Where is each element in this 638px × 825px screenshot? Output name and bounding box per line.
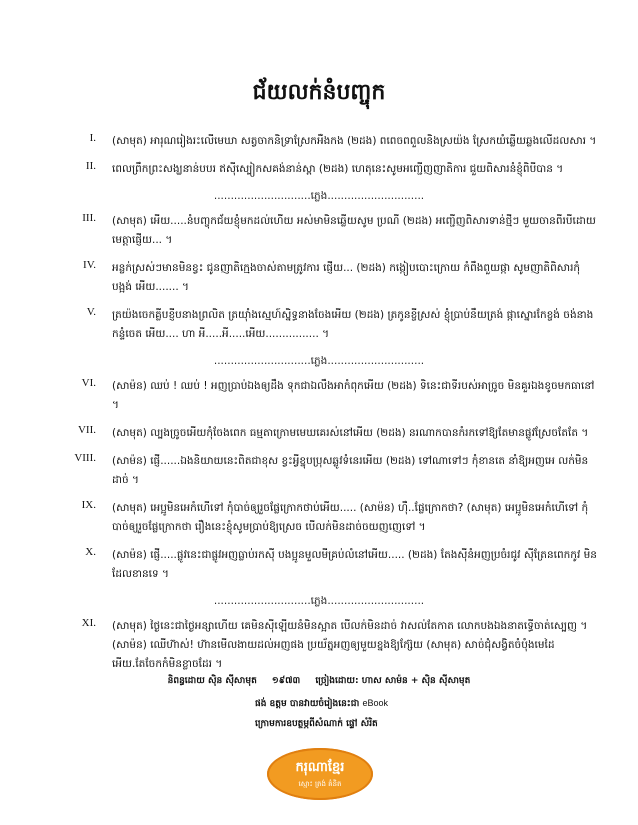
verse-4	[0, 259, 638, 297]
verse-number: VII.	[77, 424, 96, 436]
credit-singers: ច្រៀងដោយ: ហាស សាម៉ន + ស៊ិន ស៊ីសាមុត	[315, 676, 471, 686]
verse-text: ត្រយ៉ងចេកគ្លីបខ្ញីបនាងព្រលិត ត្រយ៉ាំងស្មេហ៍ស្និទ្ធនាងចែងអើយ (២ដង) ត្រកូនខ្ចីស្រស់ ខ្ញុំប្រាប់នឹយត្រង់ ផ្កាស្នោរកែខ្ចង់ ចង់នាងកន្ទំចេត អើយ.... ហា អី.....អី.....អើយ................ ។	[112, 309, 594, 340]
logo-title: ករុណាខ្មែរ	[295, 759, 345, 775]
credits-typist-line	[255, 698, 388, 711]
verse-number: IX.	[81, 499, 96, 511]
credit-ebook: eBook	[362, 698, 388, 708]
verse-5	[0, 306, 638, 344]
verse-number: IV.	[83, 259, 96, 271]
verse-number: X.	[85, 546, 96, 558]
credits-author-line	[0, 675, 638, 688]
karuna-khmer-logo	[267, 748, 373, 800]
logo-subtitle: ស្មោះ ត្រង់ គំនិត	[298, 779, 342, 788]
verse-number: III.	[82, 212, 96, 224]
verse-text: (សាម៉ន) ឈប់ ! ឈប់ ! អញប្រាប់ឯងឲ្យដឹង ទុកជាឯលឹងអាកំពុកអើយ (២ដង) ទិនេះជាទីរបស់អាច្រូច មិនគួរឯងខូចមកធានៅ ។	[112, 380, 595, 411]
verse-8	[0, 452, 638, 490]
verse-text: (សាមុត) ល្បងច្រូចអើយកុំចែងពេក ធម្មតាក្រោមមេឃគេរស់នៅអើយ (២ដង) នរណាកបានកំរកទៅឱ្យតែមានផ្លូវស្រែចតែតែ ។	[112, 427, 589, 439]
verse-text: ពេលព្រឹកព្រះសង្ឃនាន់បបរ ឥសុីស្បៀកសគង់នាន់ស្ពា (២ដង) ហេតុនេះសូមអញ្ជើញញាតិការ ជួយពិសារនំខ្ញុំពិបីបាន ។	[112, 163, 564, 175]
verse-2	[0, 160, 638, 179]
verse-number: I.	[89, 132, 96, 144]
credits-sponsor-line: ក្រោមការឧបត្ថម្ភពីសំណាក់ ផ្ទៅ សំរិត	[255, 719, 378, 729]
verse-number: VI.	[81, 377, 96, 389]
verse-number: II.	[85, 160, 96, 172]
verse-6	[0, 377, 638, 415]
verse-number: XI.	[81, 617, 96, 629]
music-separator: .............................ភ្លេង.............................	[213, 190, 425, 202]
verse-text: អន្លក់ស្រស់ៗមានមិនខ្វះ ជូនញាតិក្មេងចាស់តាមត្រូវការ ផ្ញើយ... (២ដង) កង្កៀបបោះក្រោយ កំពឹងពួយផ្កា សូមញាតិពិសារកុំបង្អង់ អើយ....... ។	[112, 262, 581, 293]
credit-author: និពន្ធដោយ ស៊ិន ស៊ីសាមុត	[167, 676, 257, 686]
verse-9	[0, 499, 638, 537]
verse-number: V.	[86, 306, 96, 318]
page-title: ជ័យលក់នំបញ្ចុក	[252, 79, 386, 105]
verse-11	[0, 617, 638, 674]
music-separator: .............................ភ្លេង.............................	[213, 355, 425, 367]
verse-1	[0, 132, 638, 151]
music-separator: .............................ភ្លេង.............................	[213, 595, 425, 607]
verse-text: (សាម៉ន) ផ្ញើ......ឯងនិយាយនេះពិតជាខុស ខ្វះអ្វីខ្នុបប្រុសឆ្លូវទំនេរអើយ (២ដង) ទៅណាទៅៗ កុំខានតេ នាំឱ្យអញអេ លក់មិនដាច់ ។	[112, 455, 589, 486]
verse-text: (សាមុត) ថ្ងៃនេះជាថ្ងៃអន្សាហើយ គេមិនស៊ីឡើយនំមិនស្អាត បើលក់មិនដាច់ វាសល់តែកាត លោកបងឯងនាតទ្ធើចាត់ស្បេញ ។ (សាម៉ន) ឈើហ៊ាស់! ហ៊ានមើលងាយដល់អញផង ប្រយ័ត្នអញឲ្យមួយខ្នងឱ្យក្ស៊ែយ (សាមុត) សាច់ជុំសង្វិតចំបុំងមេដៃ អើយ.តែចែកកំមិនខ្លាចដែរ ។	[112, 620, 588, 670]
credit-year: ១៩៧៣	[271, 676, 301, 686]
verse-text: (សាម៉ន) ផ្ញើ.....ផ្លូវនេះជាផ្លូវអញធ្លាប់រកស៊ី បងប្អូនមួលមីគ្រប់លំនៅអើយ..... (២ដង) តែងស៊ីនំអញប្រចំរជូវ ស៊ីត្រែនពេកកូវ មិនដែលខានទេ ។	[112, 549, 597, 580]
verse-text: (សាមុត) អើយ.....នំបញ្ចុកជ័យខ្ញុំមកដល់ហើយ អស់មាមិនឆ្លើយសូម ប្រណី (២ដង) អញ្ជើញពិសារទាន់ថ្មីៗ មួយចានពីរបីដោយមេត្តាផ្ញើយ... ។	[112, 215, 596, 246]
verse-text: (សាមុត) អារុណរៀងរះលើមេឃា សត្វចាកនិទ្រាស្រែកអឺងកង (២ដង) ពពេចពពួលនិងស្រយ៉ង ស្រែកយំឆ្លើយឆ្លងលើដលសារ ។	[112, 135, 597, 147]
credit-typist: ផង់ ឧត្តម បានវាយចំរៀងនេះជា	[255, 699, 360, 709]
verse-7	[0, 424, 638, 443]
verse-10	[0, 546, 638, 584]
lyrics-body	[0, 132, 638, 683]
verse-text: (សាមុត) អេប្អូមិនអេកំហើទៅ កុំបាច់ឲ្យរួចផ្លែក្រោកថាប់អើយ..... (សាម៉ន) ហ៊ឺ..ផ្លែក្រោកថា? (សាមុត) អេប្អូមិនអេកំហើទៅ កុំបាច់ឲ្យរួចផ្លែក្រោកថា រឿងនេះខ្ញុំសូមប្រាប់ឱ្យស្រេច បើលក់មិនដាច់ចយញញេទៅ ។	[112, 502, 589, 533]
verse-3	[0, 212, 638, 250]
verse-number: VIII.	[74, 452, 96, 464]
